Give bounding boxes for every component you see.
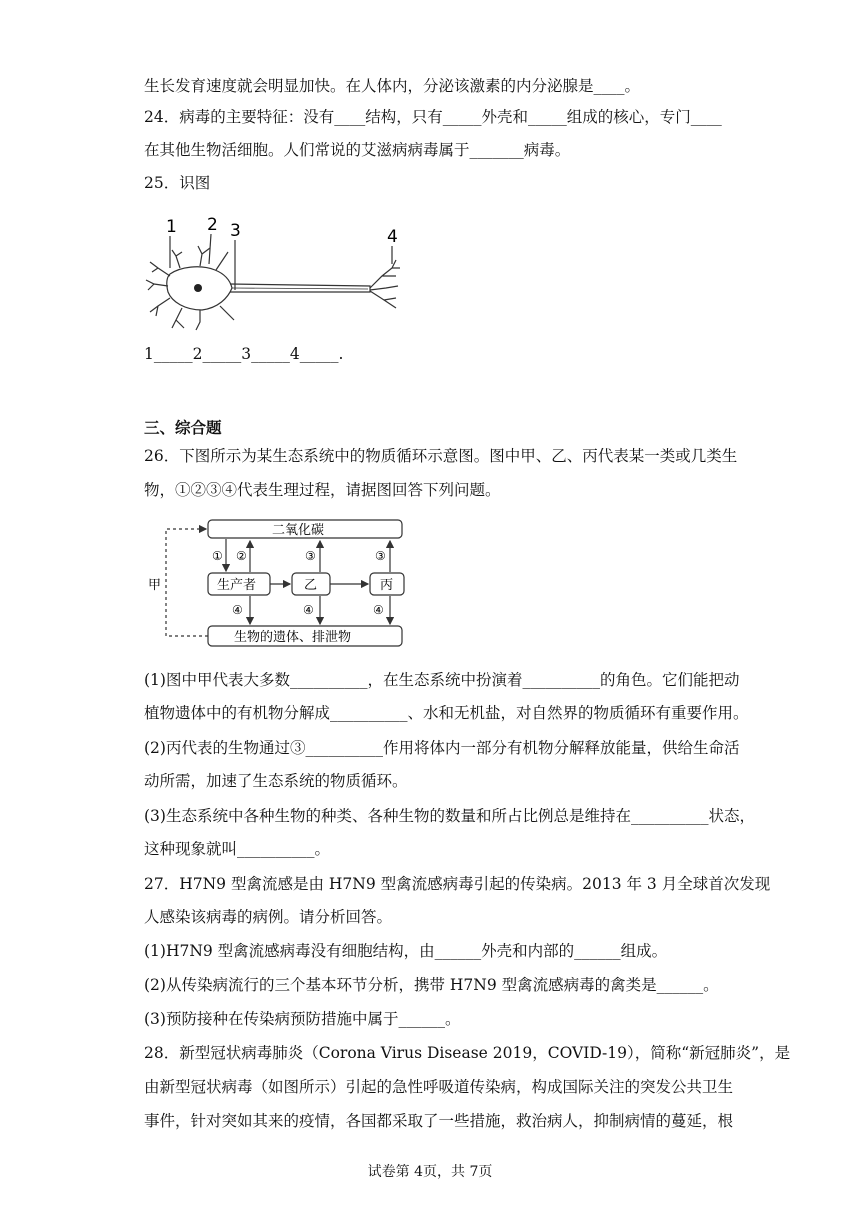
neuron-label-1: 1	[166, 217, 177, 237]
process-3-label-bing: ③	[375, 549, 386, 563]
text-line: 在其他生物活细胞。人们常说的艾滋病病毒属于_______病毒。	[144, 141, 571, 159]
neuron-label-3: 3	[230, 221, 241, 241]
page-footer: 试卷第 4页，共 7页	[367, 1164, 493, 1180]
text-line: 植物遗体中的有机物分解成__________、水和无机盐，对自然界的物质循环有重要作用。	[144, 704, 749, 722]
question-27-part-3: (3)预防接种在传染病预防措施中属于______。	[144, 1010, 461, 1028]
process-4-label-bing: ④	[373, 603, 384, 617]
yi-label: 乙	[304, 578, 318, 593]
neuron-label-4: 4	[387, 227, 398, 247]
jia-dashed-path	[166, 529, 208, 636]
question-27-line: 27．H7N9 型禽流感是由 H7N9 型禽流感病毒引起的传染病。2013 年 3 月全球首次发现	[144, 875, 771, 893]
neuron-answer-line: 1_____2_____3_____4_____.	[144, 345, 344, 363]
process-1-label: ①	[212, 549, 223, 563]
section-heading: 三、综合题	[144, 418, 222, 437]
text-line: 由新型冠状病毒（如图所示）引起的急性呼吸道传染病，构成国际关注的突发公共卫生	[144, 1078, 734, 1096]
text-line: 人感染该病毒的病例。请分析回答。	[144, 908, 393, 926]
process-4-label-yi: ④	[303, 603, 314, 617]
text-line: 生长发育速度就会明显加快。在人体内，分泌该激素的内分泌腺是____。	[144, 77, 641, 95]
question-27-part-1: (1)H7N9 型禽流感病毒没有细胞结构，由______外壳和内部的______组成。	[144, 942, 668, 960]
question-26-part-1: (1)图中甲代表大多数__________，在生态系统中扮演着__________的角色。它们能把动	[144, 671, 740, 689]
co2-label: 二氧化碳	[272, 523, 325, 538]
text-line: 这种现象就叫__________。	[144, 840, 331, 858]
question-26-part-2: (2)丙代表的生物通过③__________作用将体内一部分有机物分解释放能量，供给生命活	[144, 739, 740, 757]
bing-label: 丙	[380, 578, 394, 593]
process-4-label-producer: ④	[232, 603, 243, 617]
nucleus	[194, 284, 202, 292]
process-3-label-yi: ③	[305, 549, 316, 563]
question-27-part-2: (2)从传染病流行的三个基本环节分析，携带 H7N9 型禽流感病毒的禽类是______。	[144, 976, 719, 994]
question-24-line: 24．病毒的主要特征：没有____结构，只有_____外壳和_____组成的核心，专门____	[144, 108, 722, 126]
neuron-label-2: 2	[207, 215, 218, 235]
question-26-line: 26．下图所示为某生态系统中的物质循环示意图。图中甲、乙、丙代表某一类或几类生	[144, 447, 738, 465]
cycle-diagram	[144, 515, 414, 653]
text-line: 物，①②③④代表生理过程，请据图回答下列问题。	[144, 481, 501, 499]
jia-label: 甲	[148, 578, 162, 593]
text-line: 事件，针对突如其来的疫情，各国都采取了一些措施，救治病人，抑制病情的蔓延，根	[144, 1112, 734, 1130]
process-2-label: ②	[236, 549, 247, 563]
question-28-line: 28．新型冠状病毒肺炎（Corona Virus Disease 2019，COVID-19），简称“新冠肺炎”，是	[144, 1044, 791, 1062]
text-line: 动所需，加速了生态系统的物质循环。	[144, 772, 408, 790]
producer-label: 生产者	[217, 578, 257, 593]
remains-label: 生物的遗体、排泄物	[234, 630, 352, 645]
question-26-part-3: (3)生态系统中各种生物的种类、各种生物的数量和所占比例总是维持在__________状态，	[144, 807, 755, 825]
neuron-figure	[140, 212, 410, 342]
question-25-title: 25．识图	[144, 174, 211, 192]
